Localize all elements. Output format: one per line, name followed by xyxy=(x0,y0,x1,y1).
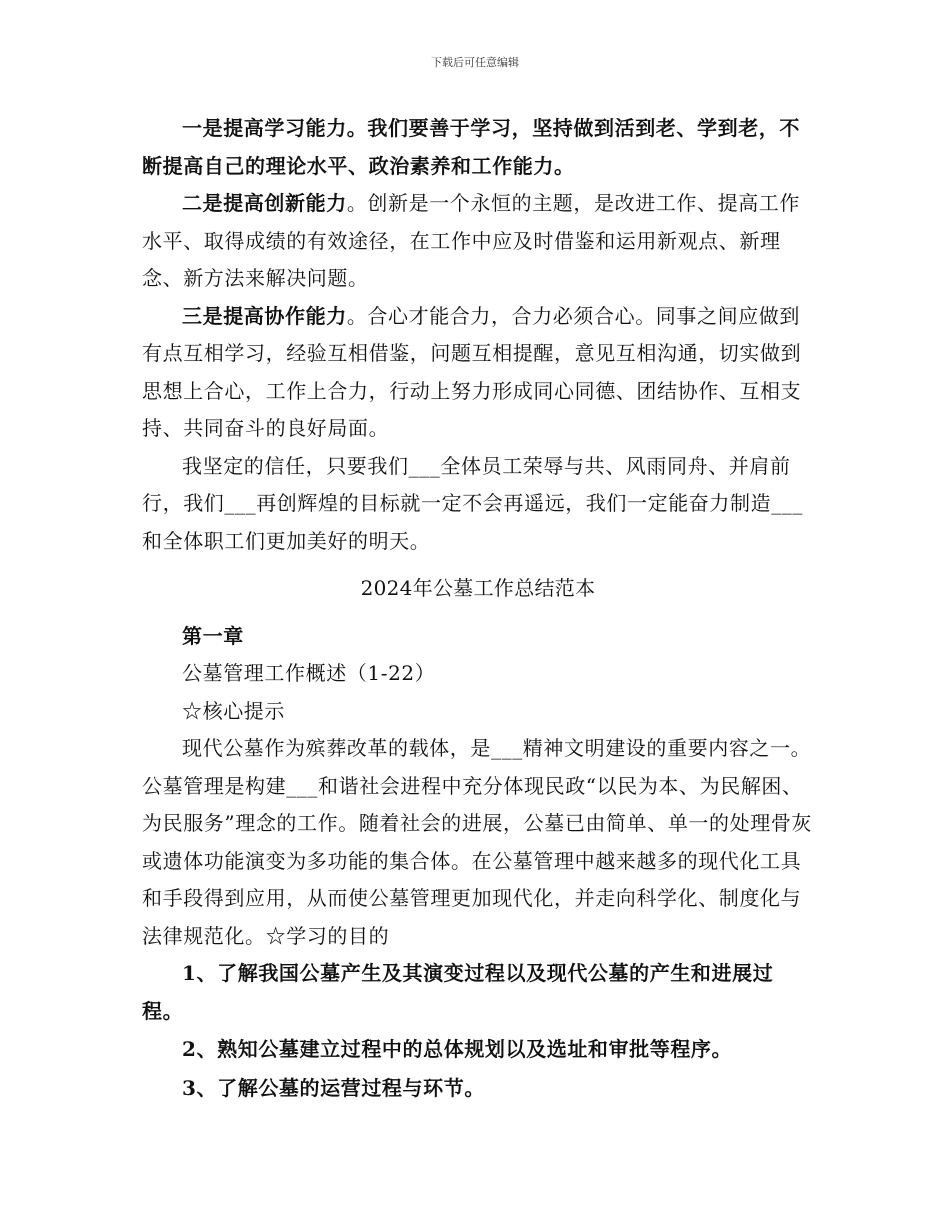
paragraph-conclusion: 我坚定的信任，只要我们___全体员工荣辱与共、风雨同舟、并肩前行，我们___再创辉煌的目标就一定不会再遥远，我们一定能奋力制造___和全体职工们更加美好的明天。 xyxy=(142,453,803,553)
chapter-heading: 第一章 xyxy=(182,623,244,648)
paragraph-innovation-ability xyxy=(142,185,814,298)
document-body xyxy=(142,110,814,1108)
paragraph-cooperation-ability xyxy=(142,298,814,448)
list-item: 2、熟知公墓建立过程中的总体规划以及选址和审批等程序。 xyxy=(182,1037,733,1061)
chapter-overview: 公墓管理工作概述（1-22） xyxy=(182,661,436,685)
section-body: 现代公墓作为殡葬改革的载体，是___精神文明建设的重要内容之一。公墓管理是构建___和谐社会进程中充分体现民政“以民为本、为民解困、为民服务”理念的工作。随着社会的进展，公墓已由简单、单一的处理骨灰或遗体功能演变为多功能的集合体。在公墓管理中越来越多的现代化工具和手段得到应用，从而使公墓管理更加现代化，并走向科学化、制度化与法律规范化。☆学习的目的 xyxy=(142,736,813,948)
core-hint: ☆核心提示 xyxy=(182,698,285,723)
cooperation-lead: 三是提高协作能力 xyxy=(182,303,347,328)
innovation-text: 。创新是一个永恒的主题，是改进工作、提高工作水平、取得成绩的有效途径，在工作中应及时借鉴和运用新观点、新理念、新方法来解决问题。 xyxy=(142,191,801,290)
paragraph-learning-ability: 一是提高学习能力。我们要善于学习，坚持做到活到老、学到老，不断提高自己的理论水平、政治素养和工作能力。 xyxy=(142,116,800,178)
list-item: 1、了解我国公墓产生及其演变过程以及现代公墓的产生和进展过程。 xyxy=(142,961,774,1023)
section-title: 2024年公墓工作总结范本 xyxy=(360,576,596,600)
page-header: 下载后可任意编辑 xyxy=(431,56,519,69)
list-item: 3、了解公墓的运营过程与环节。 xyxy=(182,1075,485,1100)
innovation-lead: 二是提高创新能力 xyxy=(182,191,347,215)
cooperation-text: 。合心才能合力，合力必须合心。同事之间应做到有点互相学习，经验互相借鉴，问题互相提醒，意见互相沟通，切实做到思想上合心，工作上合力，行动上努力形成同心同德、团结协作、互相支持、共同奋斗的良好局面。 xyxy=(142,303,802,440)
